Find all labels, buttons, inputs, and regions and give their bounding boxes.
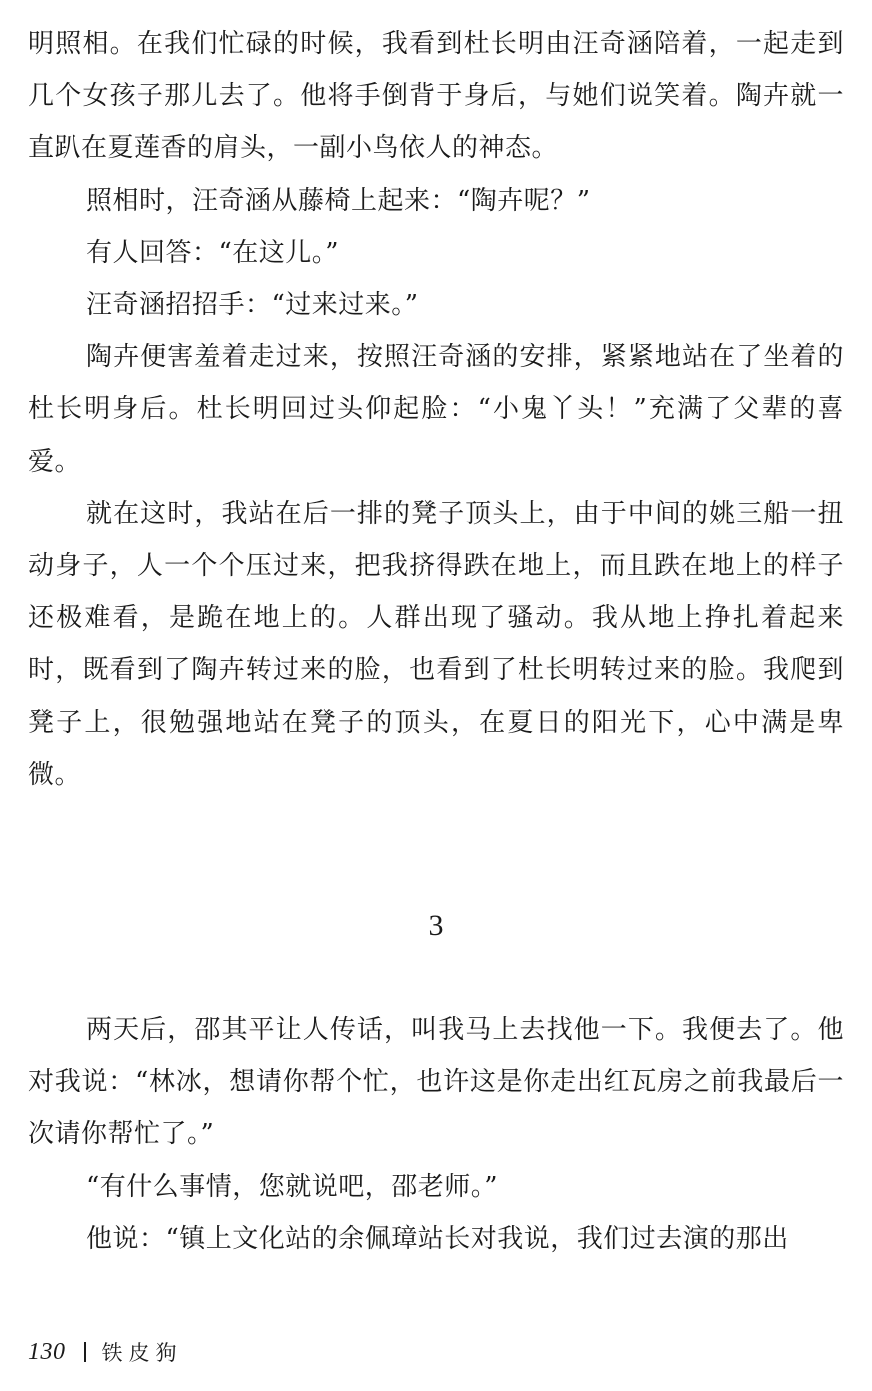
section-number: 3 [428, 909, 444, 942]
running-title: 铁皮狗 [101, 1341, 183, 1365]
paragraph: 就在这时，我站在后一排的凳子顶头上，由于中间的姚三船一扭动身子，人一个个压过来，把我挤得跌在地上，而且跌在地上的样子还极难看，是跪在地上的。人群出现了骚动。我从地上挣扎着起来时，既看到了陶卉转过来的脸，也看到了杜长明转过来的脸。我爬到凳子上，很勉强地站在凳子的顶头，在夏日的阳光下，心中满是卑微。 [28, 498, 844, 790]
paragraph: 有人回答：“在这儿。” [86, 237, 340, 268]
body-text-top [28, 18, 844, 801]
page-footer [28, 1332, 183, 1372]
paragraph: 他说：“镇上文化站的余佩璋站长对我说，我们过去演的那出 [86, 1223, 789, 1254]
paragraph: 两天后，邵其平让人传话，叫我马上去找他一下。我便去了。他对我说：“林冰，想请你帮个忙，也许这是你走出红瓦房之前我最后一次请你帮忙了。” [28, 1015, 844, 1150]
page-number: 130 [28, 1338, 66, 1365]
paragraph: 陶卉便害羞着走过来，按照汪奇涵的安排，紧紧地站在了坐着的杜长明身后。杜长明回过头仰起脸：“小鬼丫头！”充满了父辈的喜爱。 [28, 342, 844, 477]
paragraph-continued: 明照相。在我们忙碌的时候，我看到杜长明由汪奇涵陪着，一起走到几个女孩子那儿去了。他将手倒背于身后，与她们说笑着。陶卉就一直趴在夏莲香的肩头，一副小鸟依人的神态。 [28, 29, 844, 164]
paragraph: 汪奇涵招招手：“过来过来。” [86, 290, 419, 321]
paragraph: 照相时，汪奇涵从藤椅上起来：“陶卉呢？” [86, 185, 591, 216]
body-text-bottom [28, 1004, 844, 1265]
paragraph: “有什么事情，您就说吧，邵老师。” [86, 1171, 499, 1202]
footer-divider [84, 1342, 86, 1362]
